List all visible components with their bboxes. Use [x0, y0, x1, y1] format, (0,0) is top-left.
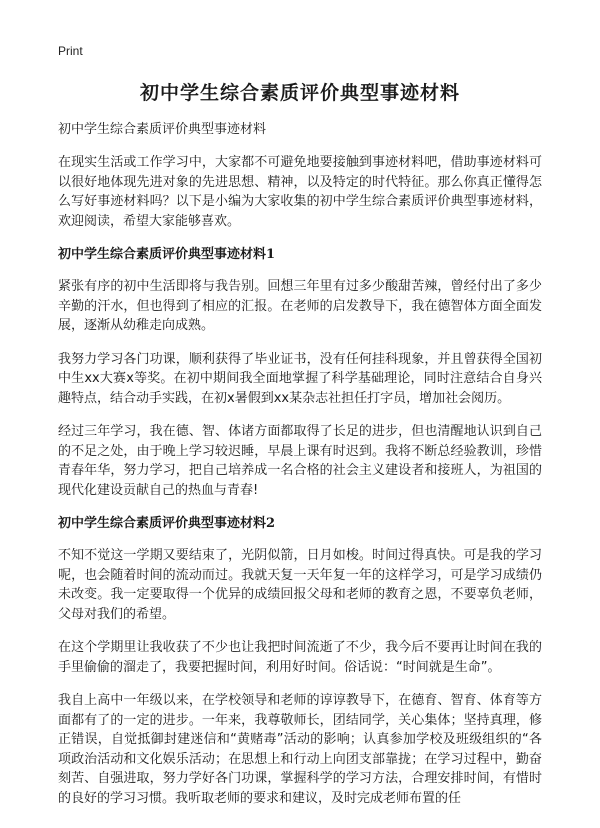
- document-subtitle: 初中学生综合素质评价典型事迹材料: [58, 122, 267, 137]
- print-link[interactable]: Print: [58, 44, 83, 58]
- section-1-paragraph-3: 经过三年学习，我在德、智、体诸方面都取得了长足的进步，但也清醒地认识到自己的不足之处，由于晚上学习较迟睡，早晨上课有时迟到。我将不断总经验教训，珍惜青春年华，努力学习，把自己培养成一名合格的社会主义建设者和接班人，为祖国的现代化建设贡献自己的热血与青春!: [58, 424, 542, 498]
- section-1-paragraph-2: 我努力学习各门功课，顺利获得了毕业证书，没有任何挂科现象，并且曾获得全国初中生xx大赛x等奖。在初中期间我全面地掌握了科学基础理论，同时注意结合自身兴趣特点，结合动手实践，在初x暑假到xx某杂志社担任打字员，增加社会阅历。: [58, 351, 542, 406]
- section-2-heading: 初中学生综合素质评价典型事迹材料2: [58, 516, 276, 531]
- section-1-paragraph-1: 紧张有序的初中生活即将与我告别。回想三年里有过多少酸甜苦辣，曾经付出了多少辛勤的汗水，但也得到了相应的汇报。在老师的启发教导下，我在德智体方面全面发展，逐渐从幼稚走向成熟。: [58, 279, 542, 333]
- section-2-paragraph-3: 我自上高中一年级以来，在学校领导和老师的谆谆教导下，在德育、智育、体育等方面都有了的一定的进步。一年来，我尊敬师长，团结同学，关心集体；坚持真理，修正错误，自觉抵御封建迷信和“黄赌毒”活动的影响；认真参加学校及班级组织的“各项政治活动和文化娱乐活动；在思想上和行动上向团支部靠拢；在学习过程中，勤奋刻苦、自强进取，努力学好各门功课，掌握科学的学习方法，合理安排时间，有惜时的良好的学习习惯。我听取老师的要求和建议，及时完成老师布置的任: [58, 693, 542, 806]
- section-2-paragraph-1: 不知不觉这一学期又要结束了，光阴似箭，日月如梭。时间过得真快。可是我的学习呢，也会随着时间的流动而过。我就天复一天年复一年的这样学习，可是学习成绩仍未改变。我一定要取得一个优异的成绩回报父母和老师的教育之恩，不要辜负老师，父母对我们的希望。: [58, 548, 542, 622]
- section-1-heading: 初中学生综合素质评价典型事迹材料1: [58, 247, 276, 262]
- document-title: 初中学生综合素质评价典型事迹材料: [139, 82, 460, 104]
- section-2-paragraph-2: 在这个学期里让我收获了不少也让我把时间流逝了不少，我今后不要再让时间在我的手里偷偷的溜走了，我要把握时间，利用好时间。俗话说：“时间就是生命”。: [58, 640, 542, 675]
- intro-paragraph: 在现实生活或工作学习中，大家都不可避免地要接触到事迹材料吧，借助事迹材料可以很好地体现先进对象的先进思想、精神，以及特定的时代特征。那么你真正懂得怎么写好事迹材料吗？以下是小编为大家收集的初中学生综合素质评价典型事迹材料，欢迎阅读，希望大家能够喜欢。: [58, 155, 542, 229]
- document-body: [58, 120, 542, 822]
